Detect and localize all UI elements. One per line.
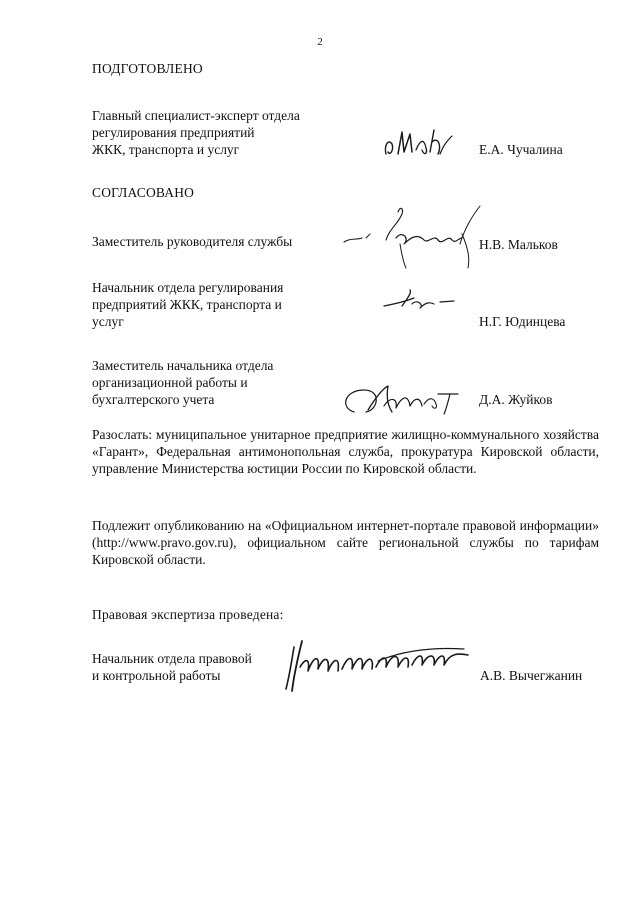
signer-name: Д.А. Жуйков xyxy=(479,392,553,407)
signer-role-line: предприятий ЖКК, транспорта и xyxy=(92,297,282,312)
signature-malkov xyxy=(340,194,485,274)
signer-role xyxy=(92,279,392,330)
signer-role-line: услуг xyxy=(92,314,124,329)
signer-role-line: Заместитель руководителя службы xyxy=(92,234,293,249)
legal-review-name: А.В. Вычегжанин xyxy=(480,668,583,683)
signer-role-line: Заместитель начальника отдела xyxy=(92,358,274,373)
prepared-role-line: Главный специалист-эксперт отдела xyxy=(92,108,300,123)
prepared-heading: ПОДГОТОВЛЕНО xyxy=(92,61,203,76)
signer-role-line: Начальник отдела регулирования xyxy=(92,280,284,295)
distribution-paragraph: Разослать: муниципальное унитарное предприятие жилищно-коммунального хозяйства «Гарант», Федеральная антимонопольная служба, прокуратура Кировской области, управление Министерства юстиции России по Кировской области. xyxy=(92,427,599,476)
legal-review-role-line: и контрольной работы xyxy=(92,668,221,683)
signature-chuchalina xyxy=(380,124,460,164)
publication-paragraph: Подлежит опубликованию на «Официальном интернет-портале правовой информации» (http://www.pravo.gov.ru), официальном сайте региональной службы по тарифам Кировской области. xyxy=(92,518,599,567)
signer-name: Н.Г. Юдинцева xyxy=(479,314,566,329)
page-number: 2 xyxy=(317,36,323,48)
signer-role-line: организационной работы и xyxy=(92,375,248,390)
signature-yudintseva xyxy=(380,288,460,314)
prepared-name: Е.А. Чучалина xyxy=(479,142,563,157)
signature-vychegzhanin xyxy=(282,637,472,693)
agreed-heading: СОГЛАСОВАНО xyxy=(92,185,195,200)
prepared-role-line: ЖКК, транспорта и услуг xyxy=(92,142,240,157)
signer-name: Н.В. Мальков xyxy=(479,237,558,252)
signer-role-line: бухгалтерского учета xyxy=(92,392,215,407)
prepared-role-line: регулирования предприятий xyxy=(92,125,255,140)
legal-review-heading: Правовая экспертиза проведена: xyxy=(92,607,284,622)
legal-review-role-line: Начальник отдела правовой xyxy=(92,651,252,666)
prepared-role xyxy=(92,107,392,158)
signature-zhuikov xyxy=(338,382,468,422)
